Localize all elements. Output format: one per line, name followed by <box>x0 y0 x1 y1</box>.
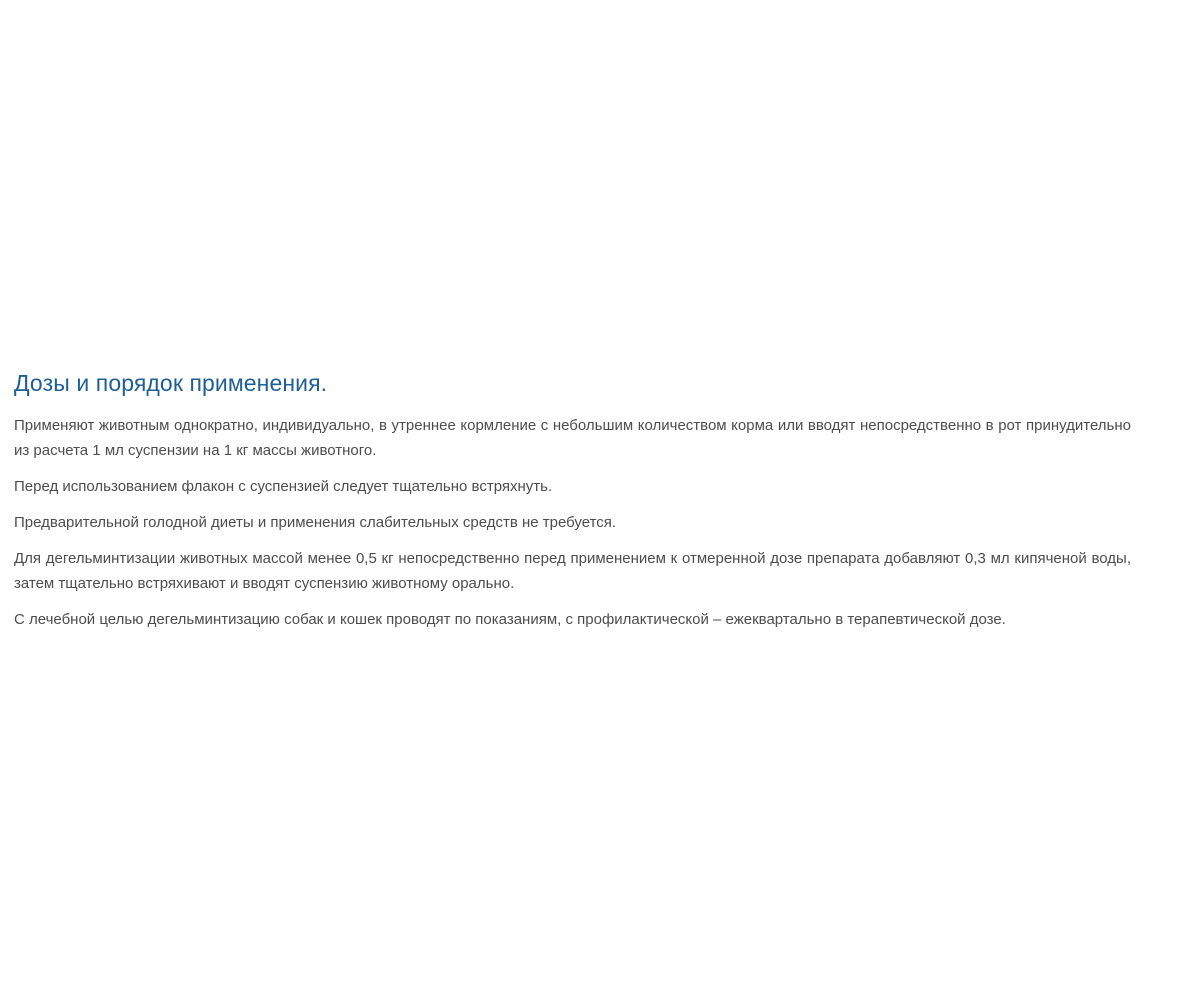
diet-paragraph: Предварительной голодной диеты и применения слабительных средств не требуется. <box>14 514 617 531</box>
section-title: Дозы и порядок применения. <box>14 370 328 396</box>
treatment-paragraph: С лечебной целью дегельминтизацию собак и кошек проводят по показаниям, с профилактической – ежеквартально в терапевтической дозе. <box>14 611 1006 628</box>
small-animal-paragraph: Для дегельминтизации животных массой менее 0,5 кг непосредственно перед применением к отмеренной дозе препарата добавляют 0,3 мл кипяченой воды, затем тщательно встряхивают и вводят суспензию животному орально. <box>14 550 1131 592</box>
shake-instruction-paragraph: Перед использованием флакон с суспензией следует тщательно встряхнуть. <box>14 478 553 495</box>
dosage-section <box>14 365 1131 643</box>
dosage-paragraph: Применяют животным однократно, индивидуально, в утреннее кормление с небольшим количеством корма или вводят непосредственно в рот принудительно из расчета 1 мл суспензии на 1 кг массы животного. <box>14 417 1131 459</box>
